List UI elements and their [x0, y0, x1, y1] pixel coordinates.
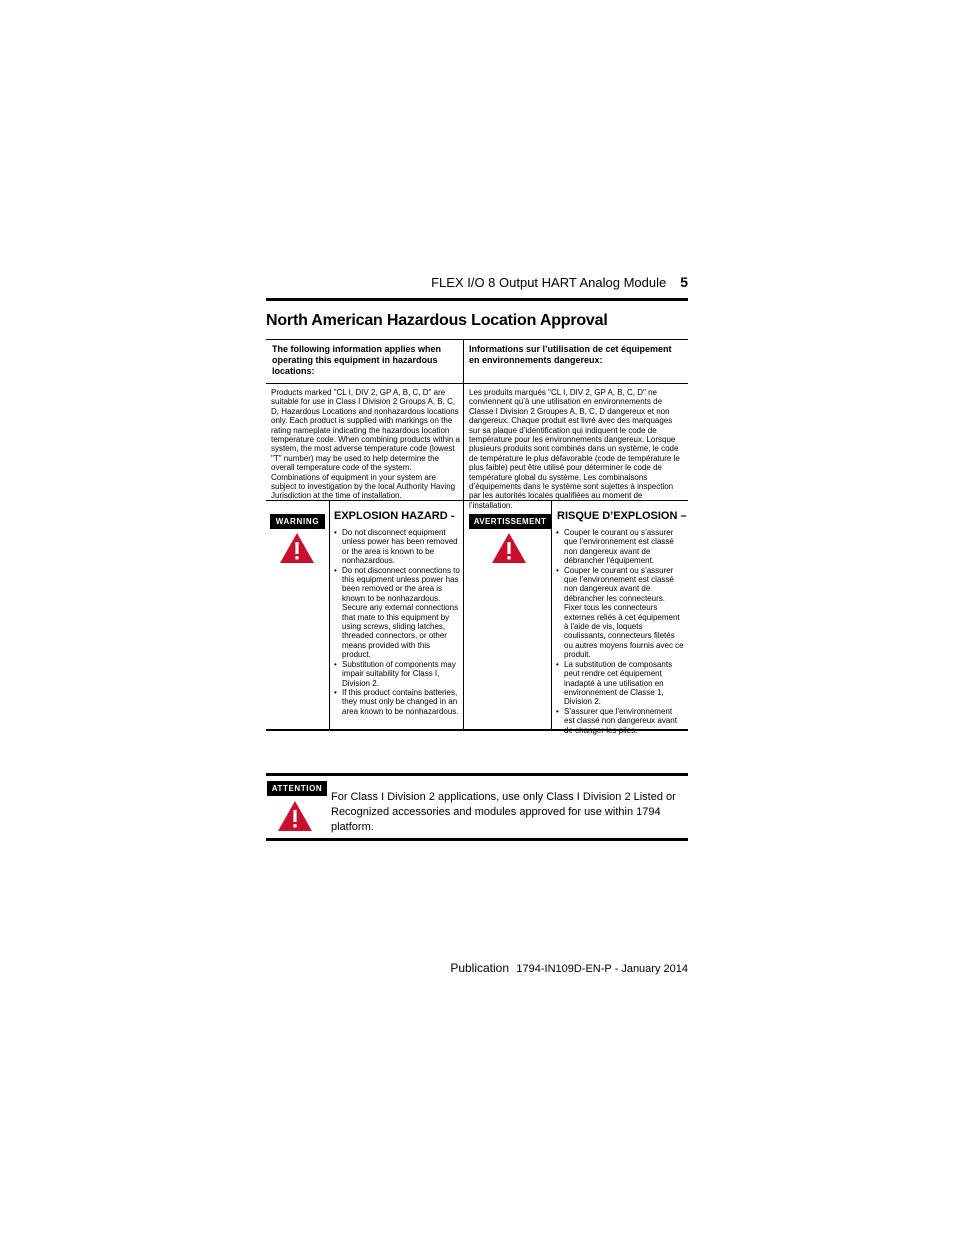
en-hazard-bullet-list	[334, 528, 460, 716]
en-table-body: Products marked "CL I, DIV 2, GP A, B, C, D" are suitable for use in Class I Division 2 Groups A, B, C, D, Hazardous Locations and nonhazardous locations only. Each product is supplied with markings on the rating nameplate indicating the hazardous location temperature code. When combining products within a system, the most adverse temperature code (lowest "T" number) may be used to help determine the overall temperature code of the system. Combinations of equipment in your system are subject to investigation by the local Authority Having Jurisdiction at the time of installation.	[271, 388, 460, 501]
publication-id: 1794-IN109D-EN-P - January 2014	[516, 963, 688, 975]
hazardous-location-table	[266, 339, 688, 735]
en-warning-icon-divider	[329, 500, 330, 729]
page-footer	[450, 961, 688, 975]
page-header	[431, 274, 688, 290]
attention-bottom-rule	[266, 838, 688, 841]
list-item: • If this product contains batteries, they must only be changed in an area known to be nonhazardous.	[334, 688, 460, 716]
publication-label: Publication	[450, 961, 510, 975]
fr-table-header: Informations sur l’utilisation de cet équipement en environnements dangereux:	[469, 344, 672, 365]
en-hazard-title: EXPLOSION HAZARD -	[334, 510, 455, 522]
fr-table-body: Les produits marqués "CL I, DIV 2, GP A, B, C, D" ne conviennent qu’à une utilisation en environnements de Classe I Division 2 Groupes A, B, C, D dangereux et non dangereux. Chaque produit est livré avec des marquages sur sa plaque d’identification qui indiquent le code de température pour les environnements dangereux. Lorsque plusieurs produits sont combinés dans un système, le code de température le plus défavorable (code de température le plus faible) peut être utilisé pour déterminer le code de température global du système. Les combinaisons d’équipements dans le système sont sujettes à inspection par les autorités locales qualifiées au moment de l’installation.	[469, 388, 680, 510]
table-top-border	[266, 339, 688, 340]
list-item: • Substitution of components may impair suitability for Class I, Division 2.	[334, 660, 460, 688]
page-number: 5	[680, 274, 688, 290]
attention-top-rule	[266, 773, 688, 776]
table-header-divider	[266, 383, 688, 384]
running-header-title: FLEX I/O 8 Output HART Analog Module	[431, 274, 667, 290]
list-item: • Do not disconnect connections to this equipment unless power has been removed or the area is known to be nonhazardous. Secure any external connections that mate to this equipment by using screws, sliding latches, threaded connectors, or other means provided with this product.	[334, 566, 460, 660]
list-item: • Do not disconnect equipment unless power has been removed or the area is known to be nonhazardous.	[334, 528, 460, 566]
warning-triangle-icon	[491, 532, 527, 564]
warning-triangle-icon	[277, 800, 313, 832]
attention-badge: ATTENTION	[267, 781, 327, 796]
fr-hazard-title: RISQUE D’EXPLOSION –	[557, 510, 687, 522]
section-title: North American Hazardous Location Approval	[266, 312, 608, 329]
en-table-header: The following information applies when operating this equipment in hazardous locations:	[272, 344, 442, 376]
warning-badge: WARNING	[270, 514, 325, 529]
attention-text: For Class I Division 2 applications, use only Class I Division 2 Listed or Recognized accessories and modules approved for use within 1794 platform.	[331, 791, 676, 833]
fr-warning-icon-divider	[551, 500, 552, 729]
avertissement-badge: AVERTISSEMENT	[469, 514, 551, 529]
table-column-divider	[463, 339, 464, 729]
list-item: • Couper le courant ou s’assurer que l’environnement est classé non dangereux avant de débrancher l'équipement.	[556, 528, 684, 566]
fr-hazard-bullet-list	[556, 528, 684, 735]
warning-triangle-icon	[279, 532, 315, 564]
list-item: • Couper le courant ou s’assurer que l’environnement est classé non dangereux avant de débrancher les connecteurs. Fixer tous les connecteurs externes reliés à cet équipement à l'aide de vis, loquets coulissants, connecteurs filetés ou autres moyens fournis avec ce produit.	[556, 566, 684, 660]
list-item: • S’assurer que l’environnement est classé non dangereux avant de changer les piles.	[556, 707, 684, 735]
list-item: • La substitution de composants peut rendre cet équipement inadapté à une utilisation en environnement de Classe 1, Division 2.	[556, 660, 684, 707]
header-rule	[266, 298, 688, 301]
